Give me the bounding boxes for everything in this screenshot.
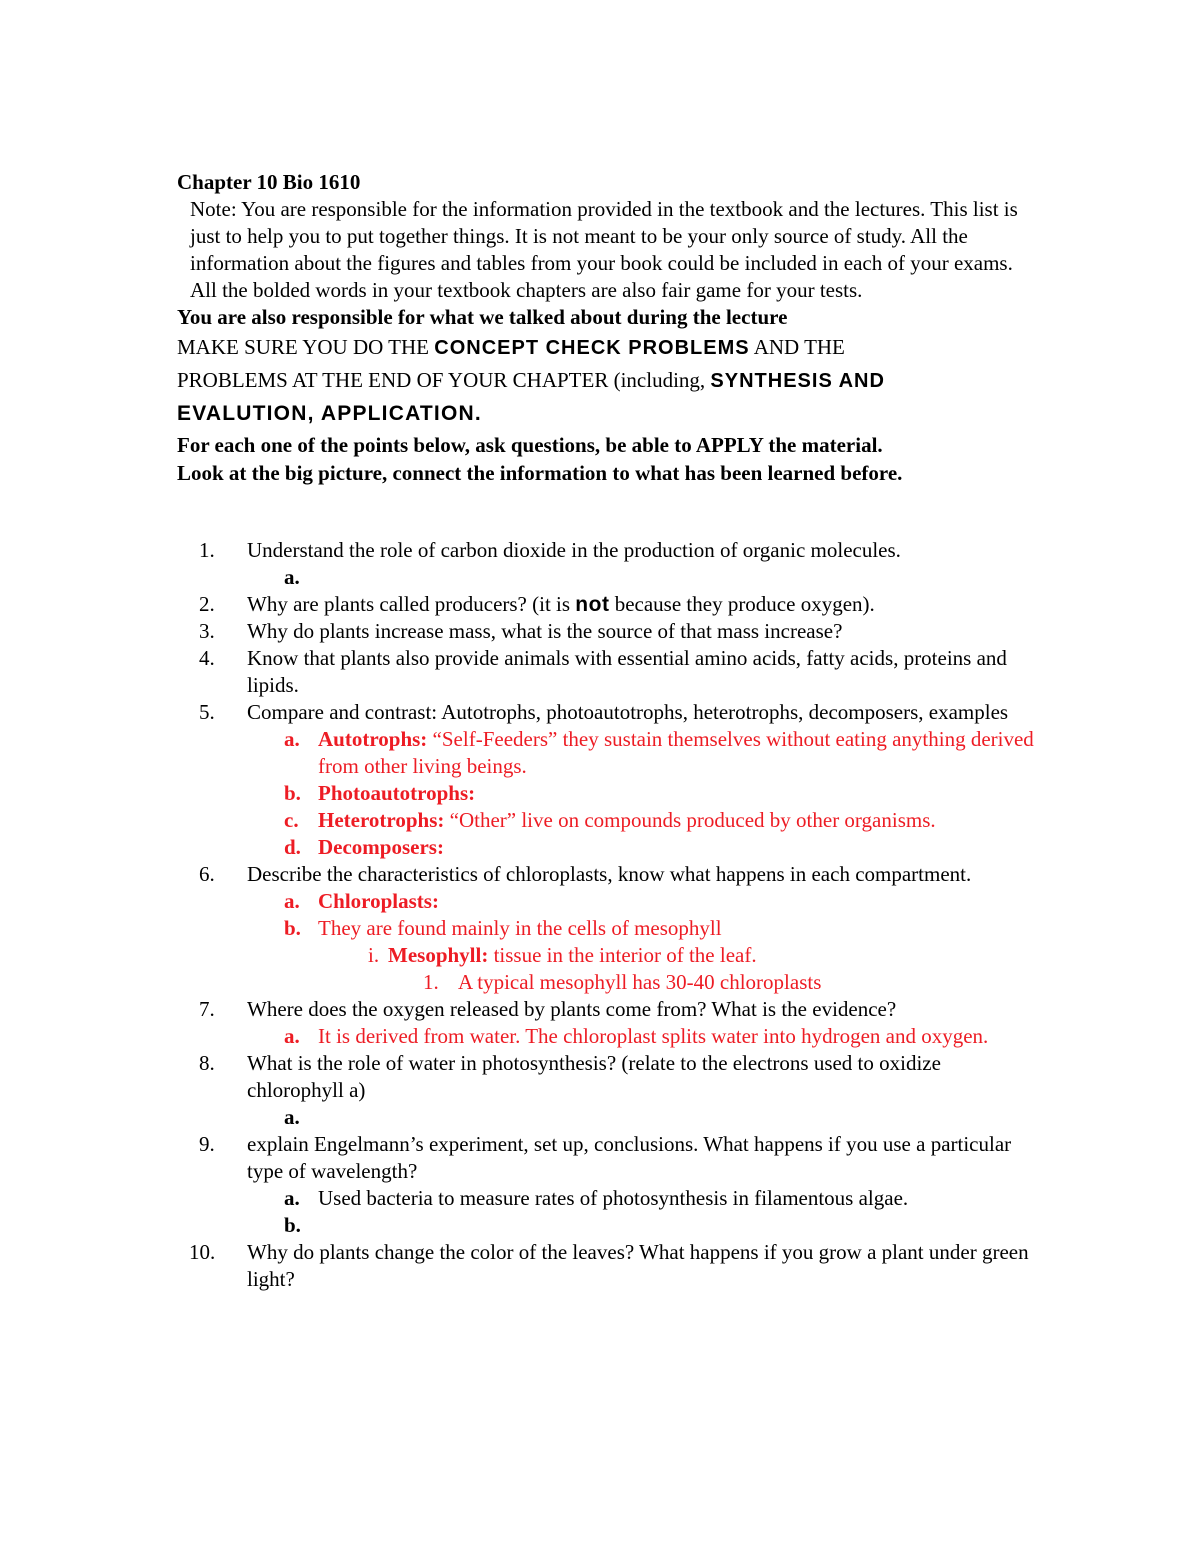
item-text-after: because they produce oxygen). (609, 592, 875, 616)
sub-list (247, 726, 1037, 861)
list-item (177, 699, 1037, 861)
synthesis-emphasis: SYNTHESIS AND (710, 370, 885, 392)
sub-item (247, 726, 1037, 780)
list-item (177, 1131, 1037, 1239)
sub-sub-term: Mesophyll: (388, 943, 489, 967)
evaluation-line: EVALUTION, APPLICATION. (177, 402, 482, 425)
sub-letter: b. (284, 916, 301, 940)
item-number: 4. (199, 646, 215, 670)
item-number: 9. (199, 1132, 215, 1156)
problems-line (177, 364, 1037, 397)
sub-sub-item (318, 942, 1037, 996)
emphasis-not: not (575, 593, 610, 616)
list-item (177, 1239, 1037, 1293)
sub-letter: b. (284, 781, 301, 805)
problems-text-1: PROBLEMS AT THE END OF YOUR CHAPTER (including, (177, 368, 711, 392)
sub-letter: a. (284, 1105, 300, 1129)
deep-text: A typical mesophyll has 30-40 chloroplasts (458, 970, 822, 994)
sub-letter: b. (284, 1213, 301, 1237)
sub-list (247, 564, 1037, 591)
item-text: Why do plants change the color of the leaves? What happens if you grow a plant under green light? (247, 1240, 1029, 1291)
sub-letter: a. (284, 1186, 300, 1210)
intro-line-1: For each one of the points below, ask questions, be able to APPLY the material. (177, 433, 883, 457)
list-item (177, 537, 1037, 591)
sub-item (247, 834, 1037, 861)
list-item (177, 618, 1037, 645)
sub-item (247, 780, 1037, 807)
study-points-list (177, 537, 1037, 1293)
document-page (177, 168, 1037, 1293)
sub-item (247, 1104, 1037, 1131)
sub-list (247, 888, 1037, 996)
sub-item (247, 1212, 1037, 1239)
item-text: Understand the role of carbon dioxide in the production of organic molecules. (247, 538, 901, 562)
make-sure-line (177, 331, 1037, 364)
lecture-line: You are also responsible for what we talked about during the lecture (177, 305, 788, 329)
sub-term: Autotrophs: (318, 727, 428, 751)
sub-term: Photoautotrophs: (318, 781, 476, 805)
sub-letter: a. (284, 1024, 300, 1048)
item-number: 1. (199, 538, 215, 562)
item-text: Describe the characteristics of chloroplasts, know what happens in each compartment. (247, 862, 972, 886)
item-text: Where does the oxygen released by plants come from? What is the evidence? (247, 997, 897, 1021)
item-number: 5. (199, 700, 215, 724)
sub-text: They are found mainly in the cells of mesophyll (318, 916, 722, 940)
sub-letter: d. (284, 835, 301, 859)
sub-item (247, 915, 1037, 996)
sub-list (247, 1023, 1037, 1050)
item-text: What is the role of water in photosynthesis? (relate to the electrons used to oxidize chlorophyll a) (247, 1051, 941, 1102)
item-number: 7. (199, 997, 215, 1021)
make-sure-text-2: AND THE (749, 335, 845, 359)
sub-list (247, 1104, 1037, 1131)
item-number: 2. (199, 592, 215, 616)
intro-line-2: Look at the big picture, connect the information to what has been learned before. (177, 461, 903, 485)
sub-item (247, 807, 1037, 834)
item-text: Why are plants called producers? (it is (247, 592, 576, 616)
sub-term: Chloroplasts: (318, 889, 439, 913)
item-number: 3. (199, 619, 215, 643)
sub-list (247, 1185, 1037, 1239)
sub-item (247, 888, 1037, 915)
sub-term: Heterotrophs: (318, 808, 445, 832)
deep-list (388, 969, 1037, 996)
list-item (177, 861, 1037, 996)
make-sure-text-1: MAKE SURE YOU DO THE (177, 335, 435, 359)
list-item (177, 645, 1037, 699)
document-title: Chapter 10 Bio 1610 (177, 170, 361, 194)
deep-number: 1. (423, 970, 439, 994)
sub-term: Decomposers: (318, 835, 444, 859)
sub-letter: a. (284, 889, 300, 913)
item-number: 10. (189, 1240, 216, 1264)
item-number: 6. (199, 862, 215, 886)
sub-letter: c. (284, 808, 299, 832)
list-item (177, 996, 1037, 1050)
sub-item (247, 1023, 1037, 1050)
sub-sub-list (318, 942, 1037, 996)
sub-text: “Other” live on compounds produced by other organisms. (444, 808, 936, 832)
sub-item (247, 564, 1037, 591)
list-item (177, 591, 1037, 618)
concept-check-emphasis: CONCEPT CHECK PROBLEMS (434, 337, 750, 359)
sub-sub-text: tissue in the interior of the leaf. (488, 943, 757, 967)
sub-text: It is derived from water. The chloroplast splits water into hydrogen and oxygen. (318, 1024, 989, 1048)
deep-item (388, 969, 1037, 996)
sub-sub-numeral: i. (368, 943, 380, 967)
item-text: Compare and contrast: Autotrophs, photoautotrophs, heterotrophs, decomposers, examples (247, 700, 1009, 724)
item-text: Why do plants increase mass, what is the source of that mass increase? (247, 619, 843, 643)
sub-item (247, 1185, 1037, 1212)
item-text: Know that plants also provide animals with essential amino acids, fatty acids, proteins and lipids. (247, 646, 1007, 697)
sub-text: Used bacteria to measure rates of photosynthesis in filamentous algae. (318, 1186, 909, 1210)
sub-letter: a. (284, 565, 300, 589)
list-item (177, 1050, 1037, 1131)
note-paragraph: Note: You are responsible for the information provided in the textbook and the lectures. This list is just to help you to put together things. It is not meant to be your only source of study. All the information about the figures and tables from your book could be included in each of your exams. All the bolded words in your textbook chapters are also fair game for your tests. (190, 197, 1018, 302)
sub-letter: a. (284, 727, 300, 751)
item-text: explain Engelmann’s experiment, set up, conclusions. What happens if you use a particular type of wavelength? (247, 1132, 1012, 1183)
item-number: 8. (199, 1051, 215, 1075)
sub-text: “Self-Feeders” they sustain themselves without eating anything derived from other living beings. (318, 727, 1034, 778)
